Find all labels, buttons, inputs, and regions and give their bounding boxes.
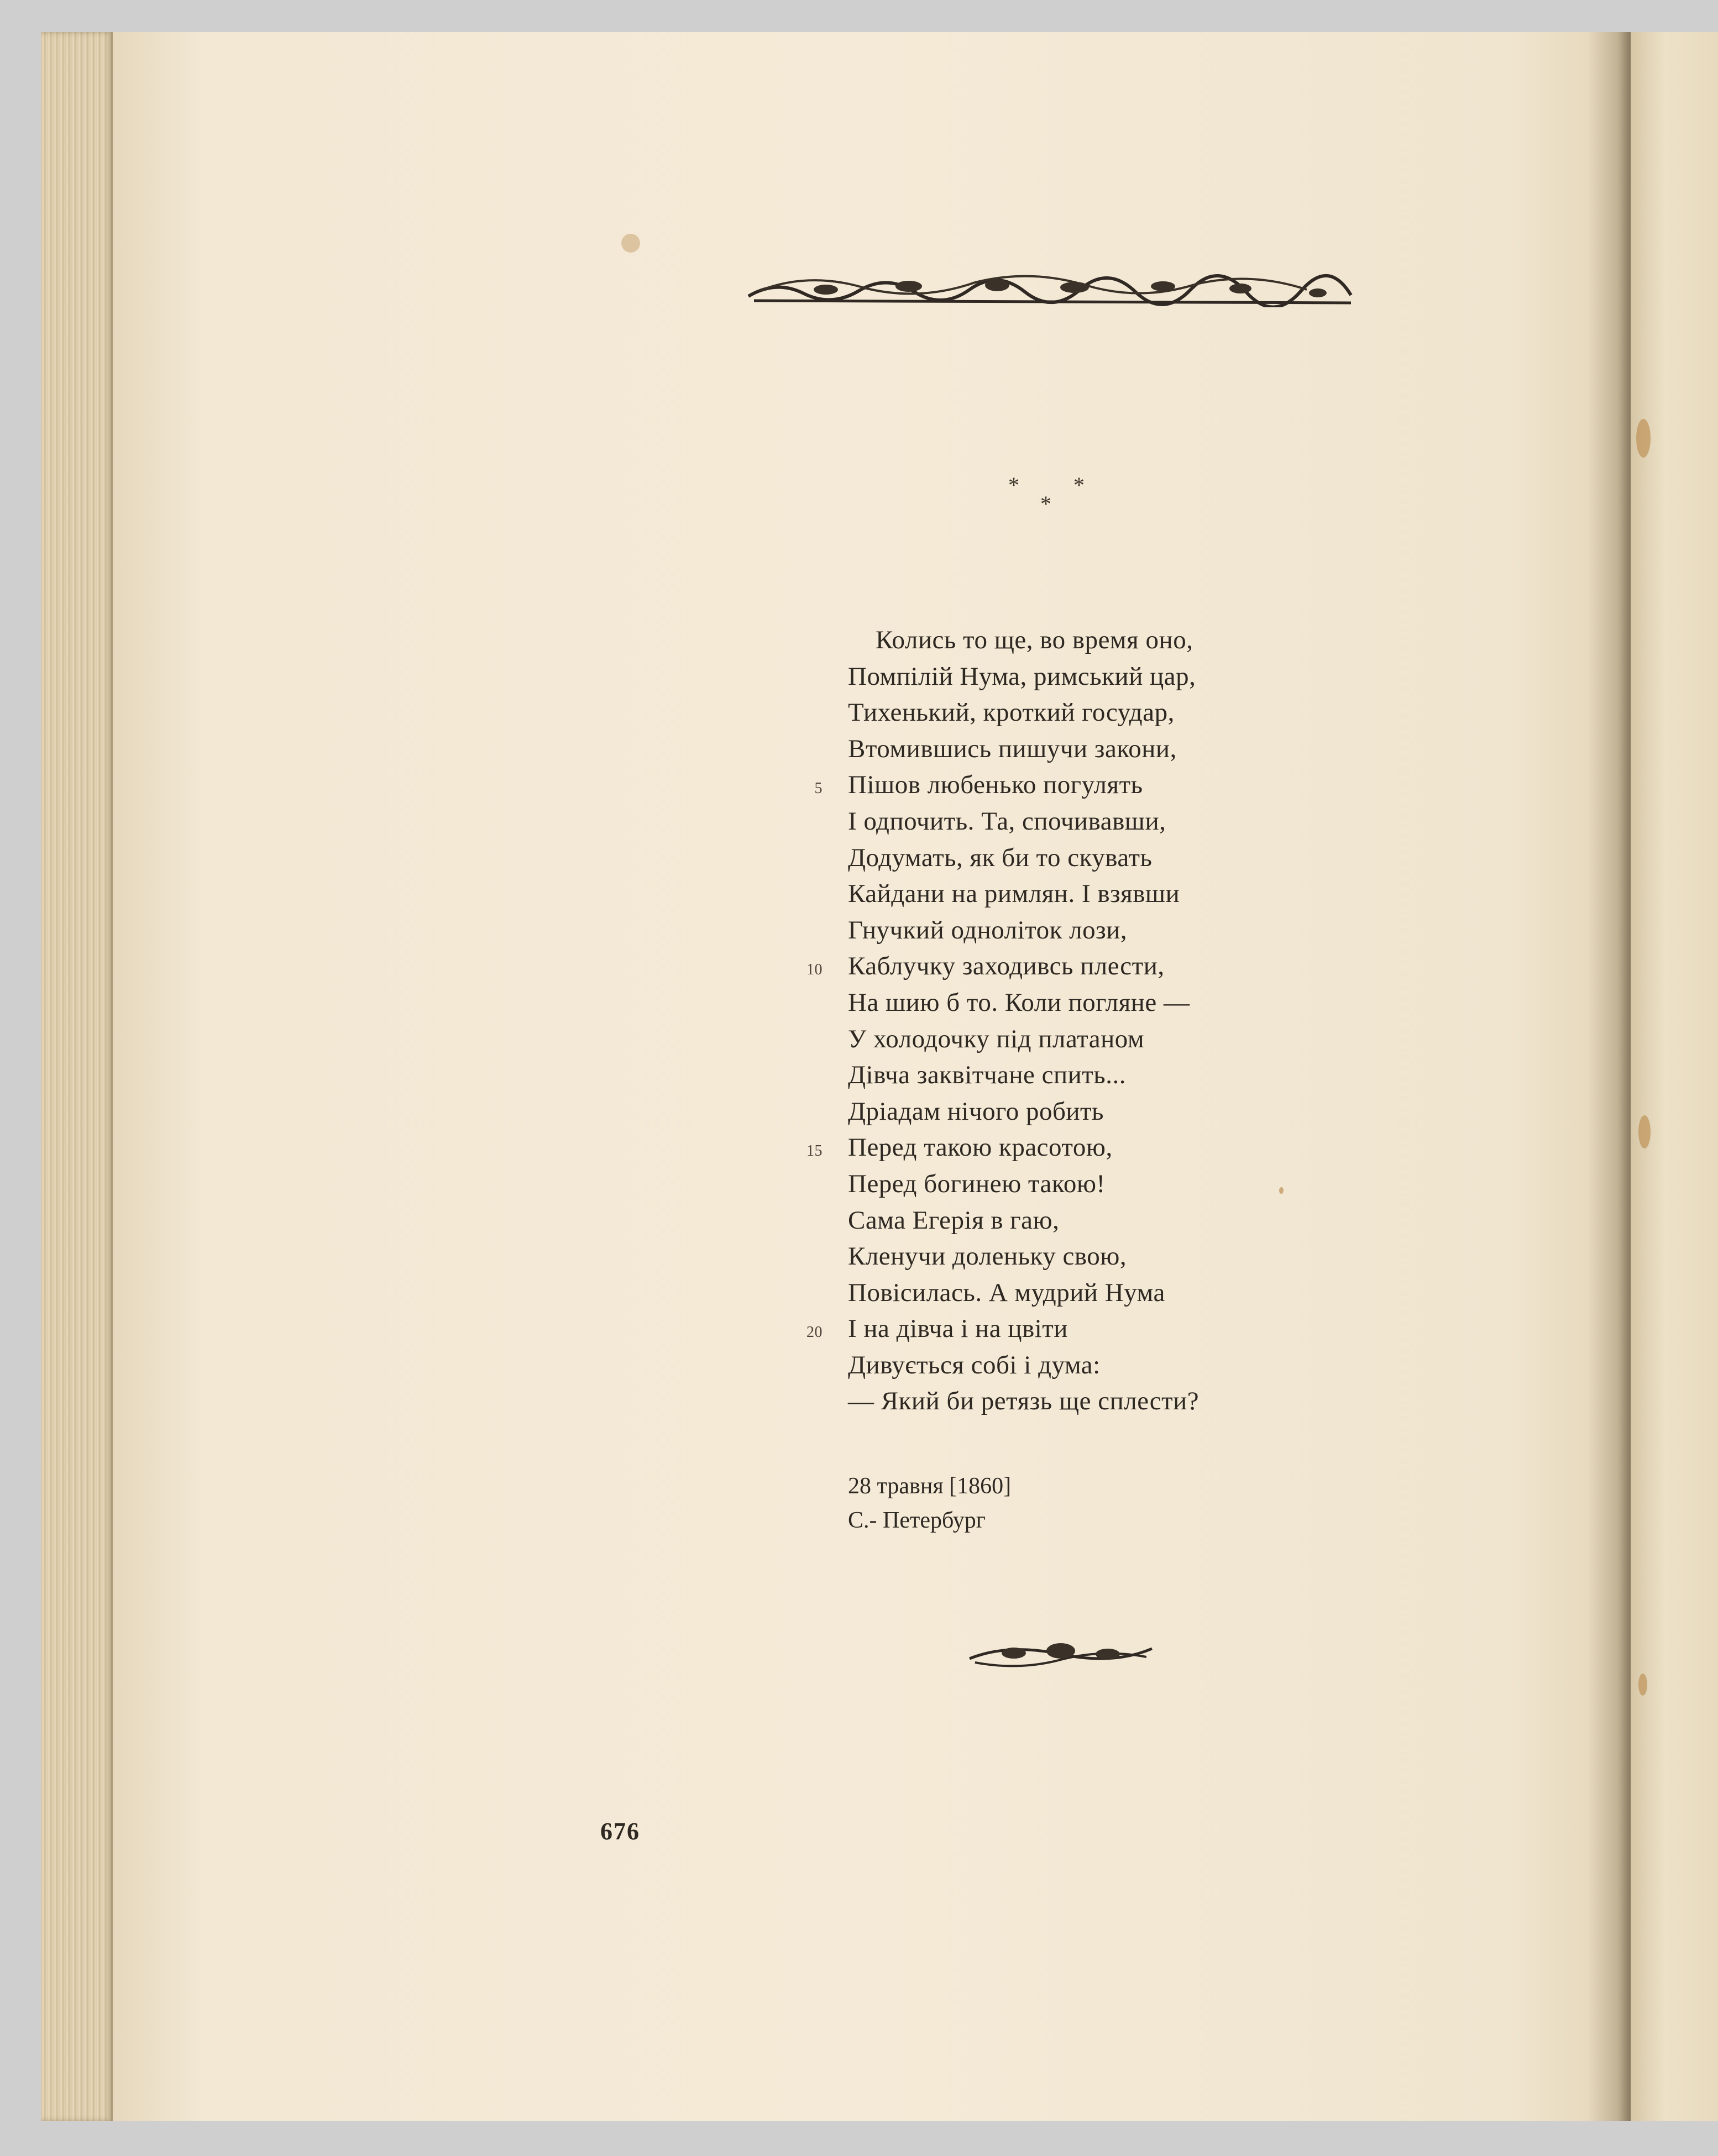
poem-line-text: Додумать, як би то скувать <box>848 843 1153 872</box>
poem-line-text: Перед такою красотою, <box>848 1133 1113 1162</box>
poem-line-text: І на дівча і на цвіти <box>848 1314 1068 1344</box>
poem-line-text: Втомившись пишучи закони, <box>848 734 1177 763</box>
stain <box>1638 1674 1647 1696</box>
poem-line-text: Сама Егерія в гаю, <box>848 1205 1060 1235</box>
stain <box>1636 419 1651 458</box>
poem-line-text: Повісилась. А мудрий Нума <box>848 1278 1165 1307</box>
poem-line-text: Перед богинею такою! <box>848 1169 1106 1198</box>
poem-line-text: Дріадам нічого робить <box>848 1097 1104 1126</box>
poem <box>806 622 1345 1420</box>
poem-line <box>848 731 1345 768</box>
line-number: 10 <box>806 961 823 979</box>
poem-line-text: Помпілій Нума, римський цар, <box>848 662 1196 691</box>
poem-line-text: Колись то ще, во время оно, <box>876 626 1193 654</box>
dateline <box>848 1469 1011 1538</box>
line-number: 15 <box>806 1142 823 1160</box>
poem-line <box>848 1094 1345 1130</box>
poem-line-text: Дивується собі і дума: <box>848 1350 1101 1379</box>
poem-date: 28 травня [1860] <box>848 1473 1012 1499</box>
poem-line <box>806 1311 1345 1347</box>
poem-place: С.- Петербург <box>848 1508 986 1533</box>
poem-line-text: Каблучку заходивсь плести, <box>848 952 1165 981</box>
stain <box>621 234 640 253</box>
poem-line-text: Пішов любенько погулять <box>848 770 1143 800</box>
poem-line-text: Гнучкий одноліток лози, <box>848 915 1128 945</box>
stain <box>1638 1115 1651 1148</box>
poem-line-text: — Який би ретязь ще сплести? <box>848 1387 1200 1416</box>
poem-line <box>806 948 1345 985</box>
page-edges <box>41 32 113 2121</box>
next-page-edge <box>1631 32 1718 2121</box>
poem-line <box>848 1239 1345 1275</box>
poem-line-text: У холодочку під платаном <box>848 1024 1145 1053</box>
asterisk: * <box>1008 473 1019 497</box>
line-number: 5 <box>814 780 823 798</box>
header-ornament <box>743 269 1356 307</box>
poem-line <box>848 1275 1345 1312</box>
poem-line <box>848 840 1345 877</box>
gutter-shadow <box>1588 32 1631 2121</box>
poem-line-text: Дівча заквітчане спить... <box>848 1061 1126 1090</box>
tail-ornament <box>964 1632 1157 1676</box>
book-page <box>113 32 1631 2121</box>
poem-line <box>848 659 1345 695</box>
poem-line <box>848 622 1345 659</box>
poem-line <box>848 985 1345 1021</box>
poem-line <box>848 1021 1345 1058</box>
poem-line-text: Тихенький, кроткий государ, <box>848 698 1175 727</box>
poem-line <box>848 1383 1345 1420</box>
asterisk: * <box>1040 491 1051 516</box>
poem-line <box>814 767 1345 804</box>
asterism <box>1008 474 1102 518</box>
poem-line <box>848 1347 1345 1384</box>
asterisk: * <box>1073 473 1085 497</box>
poem-line-text: І одпочить. Та, спочивавши, <box>848 806 1166 836</box>
page-number: 676 <box>600 1818 640 1845</box>
poem-line-text: На шию б то. Коли погляне — <box>848 988 1190 1017</box>
stain <box>1279 1187 1284 1194</box>
poem-line <box>848 1203 1345 1239</box>
poem-line <box>848 804 1345 840</box>
poem-line <box>848 1166 1345 1203</box>
poem-line <box>848 912 1345 949</box>
line-number: 20 <box>806 1324 823 1341</box>
poem-line-text: Кайдани на римлян. І взявши <box>848 879 1180 909</box>
book-scan <box>41 32 1718 2121</box>
poem-line-text: Кленучи доленьку свою, <box>848 1242 1127 1271</box>
poem-line <box>848 695 1345 731</box>
poem-line <box>848 1057 1345 1094</box>
poem-line <box>806 1130 1345 1166</box>
poem-line <box>848 876 1345 912</box>
